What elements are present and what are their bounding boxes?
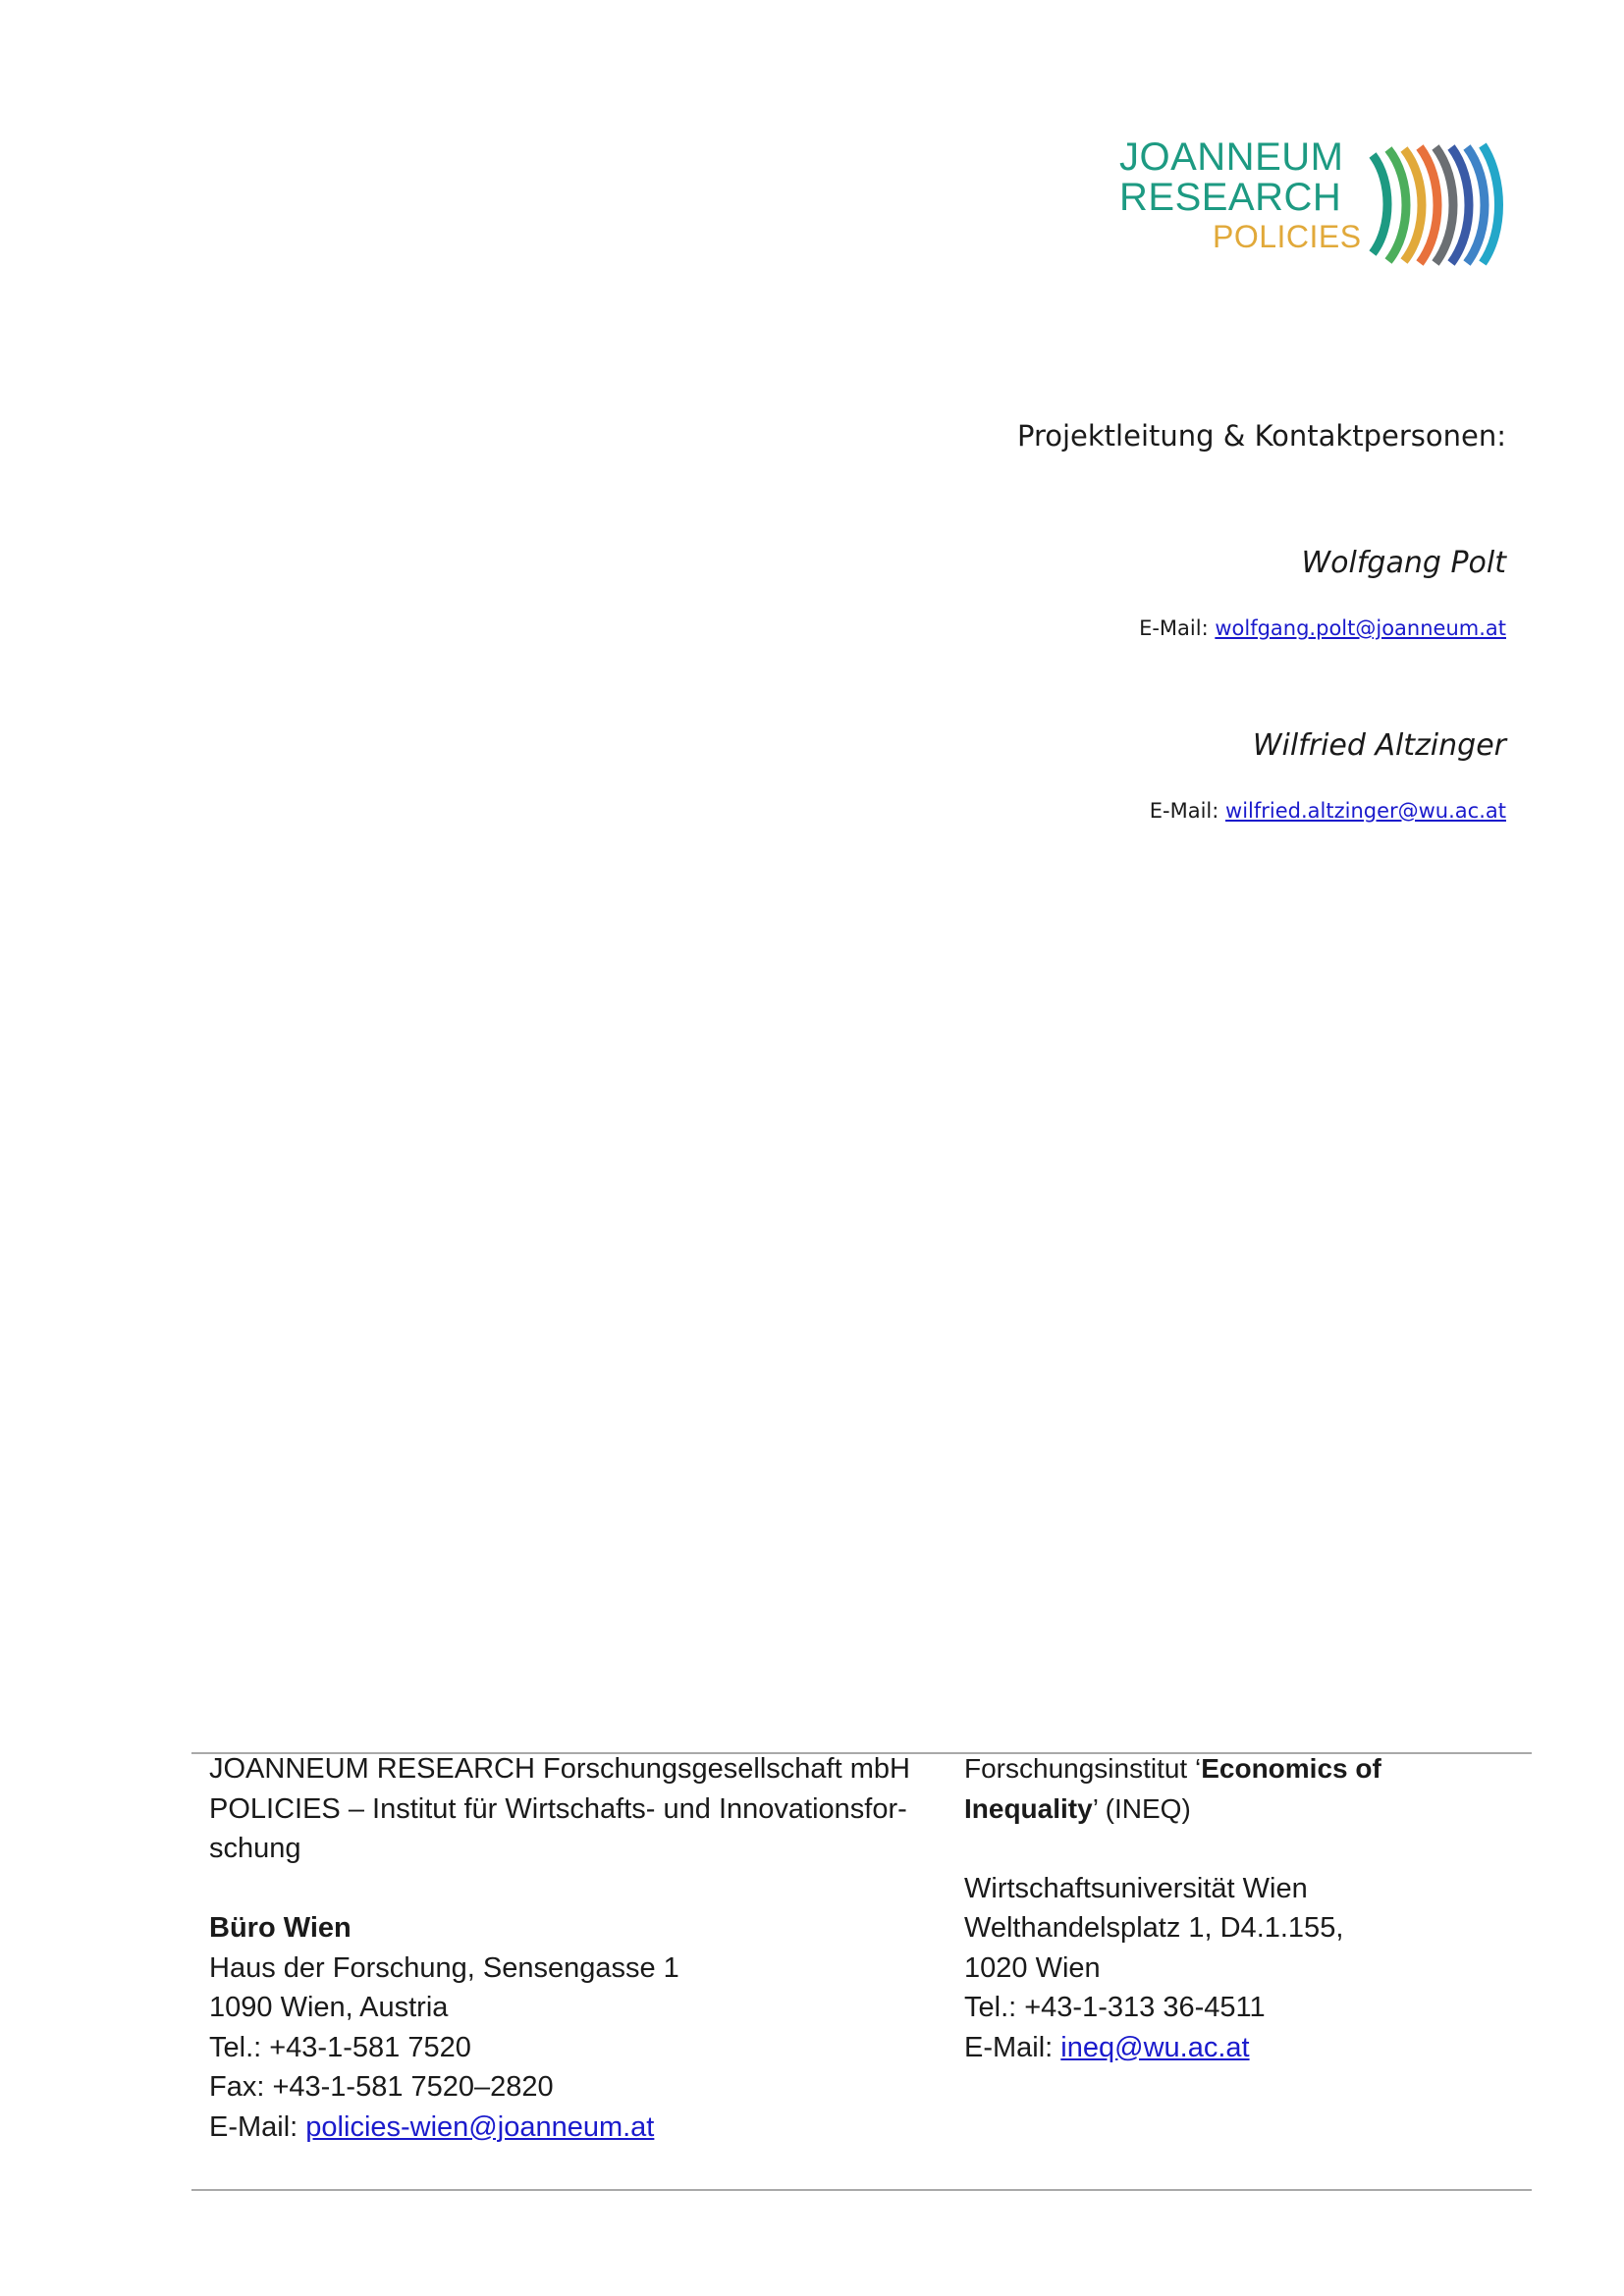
- footer-office-title: Büro Wien: [209, 1912, 352, 1944]
- spacer: [964, 1829, 1514, 1869]
- footer-org-name: JOANNEUM RESEARCH Forschungsgesellschaft mbH: [209, 1753, 910, 1785]
- email-label: E-Mail:: [1149, 799, 1226, 823]
- footer-university: Wirtschaftsuniversität Wien: [964, 1872, 1308, 1904]
- contact-email-row-polt: [1139, 616, 1506, 640]
- footer-address-street: Haus der Forschung, Sensengasse 1: [209, 1951, 679, 1984]
- logo-line-research: RESEARCH: [1119, 176, 1342, 219]
- footer-ineq-institute-line1: [964, 1749, 1514, 1789]
- footer-ineq-column: [964, 1749, 1514, 2067]
- footer-phone: Tel.: +43-1-313 36-4511: [964, 1992, 1266, 2023]
- footer-address-city: 1090 Wien, Austria: [209, 1992, 449, 2023]
- contact-email-link-altzinger[interactable]: wilfried.altzinger@wu.ac.at: [1225, 799, 1506, 823]
- contact-email-link-polt[interactable]: wolfgang.polt@joanneum.at: [1215, 616, 1506, 640]
- footer-email-link-joanneum[interactable]: policies-wien@joanneum.at: [305, 2110, 655, 2143]
- email-label: E-Mail:: [1139, 616, 1216, 640]
- footer-institute-line1: POLICIES – Institut für Wirtschafts- und Innovationsfor-: [209, 1792, 907, 1825]
- contact-email-row-altzinger: [1150, 799, 1506, 823]
- logo-line-policies: POLICIES: [1213, 219, 1362, 254]
- footer-address-city: 1020 Wien: [964, 1951, 1101, 1984]
- inst-bold-1: Economics of: [1201, 1753, 1381, 1784]
- footer-ineq-institute-line2: [964, 1789, 1514, 1830]
- footer-fax: Fax: +43-1-581 7520–2820: [209, 2071, 554, 2103]
- inst-suffix: ’ (INEQ): [1092, 1792, 1191, 1824]
- footer-phone: Tel.: +43-1-581 7520: [209, 2031, 471, 2063]
- footer-email-link-ineq[interactable]: ineq@wu.ac.at: [1060, 2031, 1250, 2063]
- footer-email-label: E-Mail:: [209, 2110, 306, 2143]
- footer-institute-line2: schung: [209, 1833, 301, 1864]
- contacts-heading: Projektleitung & Kontaktpersonen:: [1016, 419, 1506, 453]
- inst-prefix: Forschungsinstitut ‘: [964, 1753, 1202, 1784]
- footer-address-street: Welthandelsplatz 1, D4.1.155,: [964, 1912, 1344, 1944]
- inst-bold-2: Inequality: [964, 1792, 1093, 1824]
- contact-name-polt: Wolfgang Polt: [1301, 546, 1506, 580]
- spacer: [209, 1869, 936, 1909]
- footer-bottom-divider: [191, 2189, 1532, 2191]
- footer-email-row: [209, 2108, 936, 2148]
- logo-arcs-icon: [1367, 141, 1504, 267]
- logo-line-joanneum: JOANNEUM: [1119, 135, 1344, 179]
- logo-wordmark: [1119, 137, 1362, 252]
- footer-email-label: E-Mail:: [964, 2031, 1061, 2063]
- footer-email-row: [964, 2028, 1514, 2068]
- joanneum-research-policies-logo: [1119, 137, 1512, 285]
- contact-name-altzinger: Wilfried Altzinger: [1252, 728, 1506, 763]
- footer-joanneum-column: [209, 1749, 936, 2147]
